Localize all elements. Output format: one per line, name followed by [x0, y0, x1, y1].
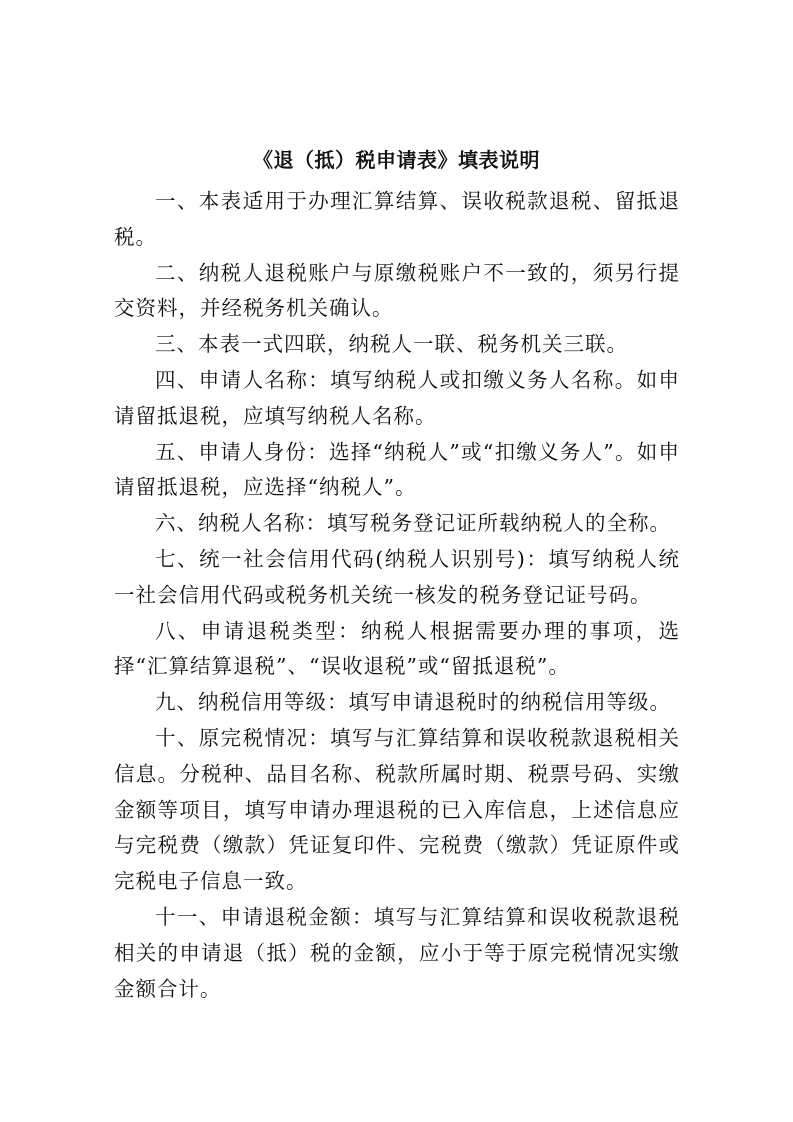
instruction-item-4: 四、申请人名称：填写纳税人或扣缴义务人名称。如申请留抵退税，应填写纳税人名称。	[114, 367, 680, 428]
instruction-item-6: 六、纳税人名称：填写税务登记证所载纳税人的全称。	[155, 511, 671, 536]
instruction-item-11: 十一、申请退税金额：填写与汇算结算和误收税款退税相关的申请退（抵）税的金额，应小于等于原完税情况实缴金额合计。	[114, 904, 680, 1001]
instructions-body	[114, 184, 680, 1007]
instruction-item-1: 一、本表适用于办理汇算结算、误收税款退税、留抵退税。	[114, 189, 680, 249]
instruction-item-10: 十、原完税情况：填写与汇算结算和误收税款退税相关信息。分税种、品目名称、税款所属时期、税票号码、实缴金额等项目，填写申请办理退税的已入库信息，上述信息应与完税费（缴款）凭证复印件、完税费（缴款）凭证原件或完税电子信息一致。	[114, 725, 680, 894]
instruction-item-5: 五、申请人身份：选择“纳税人”或“扣缴义务人”。如申请留抵退税，应选择“纳税人”。	[114, 439, 680, 500]
instruction-item-2: 二、纳税人退税账户与原缴税账户不一致的，须另行提交资料，并经税务机关确认。	[114, 260, 680, 321]
instruction-item-3: 三、本表一式四联，纳税人一联、税务机关三联。	[155, 332, 628, 357]
document-title: 《退（抵）税申请表》填表说明	[253, 148, 540, 172]
instruction-item-7: 七、统一社会信用代码(纳税人识别号)：填写纳税人统一社会信用代码或税务机关统一核发的税务登记证号码。	[114, 546, 680, 607]
instruction-item-9: 九、纳税信用等级：填写申请退税时的纳税信用等级。	[155, 690, 671, 715]
instruction-item-8: 八、申请退税类型：纳税人根据需要办理的事项，选择“汇算结算退税”、“误收退税”或“留抵退税”。	[114, 618, 680, 679]
